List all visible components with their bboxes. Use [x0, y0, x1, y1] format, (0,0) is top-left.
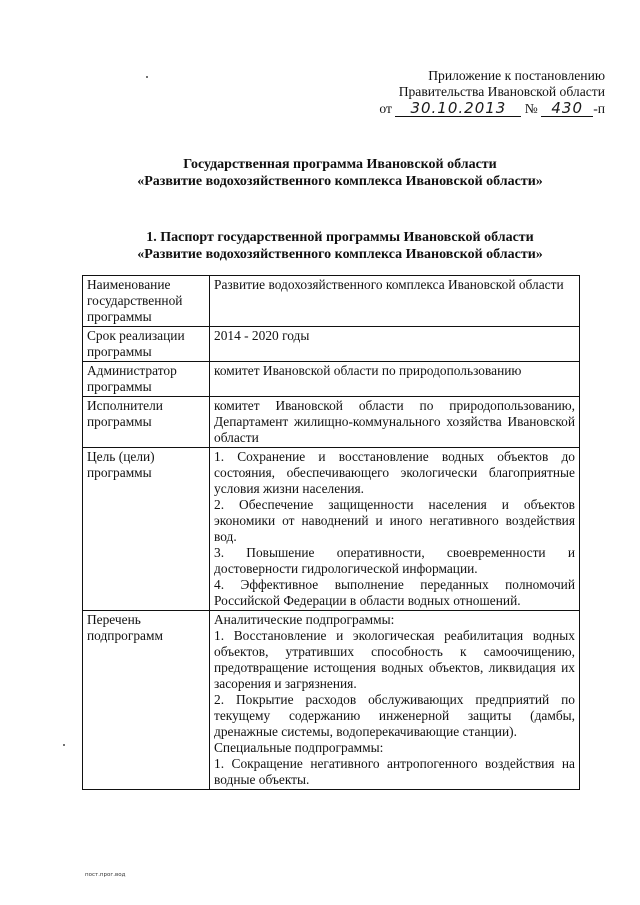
table-row: [83, 362, 580, 397]
scan-speck: [63, 744, 65, 746]
value-paragraph: 2. Покрытие расходов обслуживающих предприятий по текущему содержанию инженерной защиты (дамбы, дренажные системы, водоперекачивающие станции).: [214, 692, 575, 739]
program-title-line-2: «Развитие водохозяйственного комплекса Ивановской области»: [137, 174, 543, 189]
value-paragraph: 1. Сокращение негативного антропогенного воздействия на водные объекты.: [214, 756, 575, 787]
appendix-header: [330, 68, 605, 117]
section-title-line-1: 1. Паспорт государственной программы Ивановской области: [146, 230, 534, 245]
value-paragraph: 1. Восстановление и экологическая реабилитация водных объектов, утративших способность к самоочищению, предотвращение истощения водных объектов, ликвидация их засорения и загрязнения.: [214, 628, 575, 691]
value-paragraph: Аналитические подпрограммы:: [214, 612, 395, 627]
appendix-line-2: Правительства Ивановской области: [398, 84, 605, 99]
value-paragraph: комитет Ивановской области по природопользованию, Департамент жилищно-коммунального хозяйства Ивановской области: [214, 398, 575, 445]
table-row: [83, 327, 580, 362]
table-row: [83, 611, 580, 790]
passport-table: [82, 275, 580, 790]
handwritten-number: 430: [541, 100, 593, 117]
table-row: [83, 397, 580, 448]
appendix-date-line: [330, 100, 605, 117]
value-paragraph: 2014 - 2020 годы: [214, 328, 310, 343]
from-prefix: от: [379, 101, 392, 116]
row-value: [210, 327, 580, 362]
row-value: [210, 362, 580, 397]
value-paragraph: 3. Повышение оперативности, своевременности и достоверности гидрологической информации.: [214, 545, 575, 576]
footer-file-note: пост.прог.вод: [85, 872, 126, 878]
row-label: Исполнители программы: [83, 397, 210, 448]
section-title: [60, 229, 620, 263]
row-value: [210, 397, 580, 448]
row-label: Срок реализации программы: [83, 327, 210, 362]
value-paragraph: 1. Сохранение и восстановление водных объектов до состояния, обеспечивающего экологически благоприятные условия жизни населения.: [214, 449, 575, 496]
value-paragraph: Специальные подпрограммы:: [214, 740, 384, 755]
number-sign: №: [524, 101, 538, 116]
program-title: [60, 156, 620, 190]
row-label: Перечень подпрограмм: [83, 611, 210, 790]
number-suffix: -п: [593, 101, 605, 116]
row-value: [210, 276, 580, 327]
row-label: Цель (цели) программы: [83, 448, 210, 611]
value-paragraph: 4. Эффективное выполнение переданных полномочий Российской Федерации в области водных отношений.: [214, 577, 575, 608]
value-paragraph: 2. Обеспечение защищенности населения и объектов экономики от наводнений и иного негативного воздействия вод.: [214, 497, 575, 544]
row-value: [210, 611, 580, 790]
row-label: Наименование государственной программы: [83, 276, 210, 327]
appendix-line-1: Приложение к постановлению: [428, 68, 605, 83]
table-row: [83, 276, 580, 327]
row-label: Администратор программы: [83, 362, 210, 397]
table-row: [83, 448, 580, 611]
scan-speck: [146, 76, 148, 78]
value-paragraph: Развитие водохозяйственного комплекса Ивановской области: [214, 277, 564, 292]
section-title-line-2: «Развитие водохозяйственного комплекса Ивановской области»: [137, 247, 543, 262]
program-title-line-1: Государственная программа Ивановской области: [183, 157, 497, 172]
row-value: [210, 448, 580, 611]
handwritten-date: 30.10.2013: [395, 100, 521, 117]
value-paragraph: комитет Ивановской области по природопользованию: [214, 363, 522, 378]
